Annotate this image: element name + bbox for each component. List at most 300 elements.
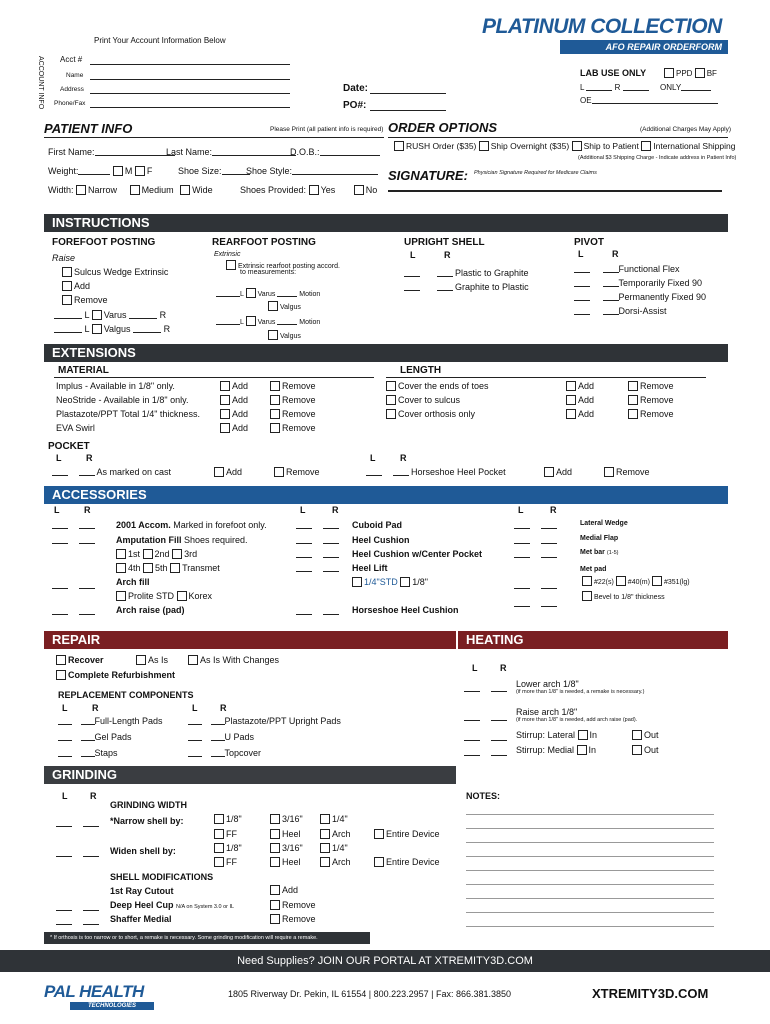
- heel-lift-l-field[interactable]: [296, 564, 312, 572]
- forefoot-valgus-l-field[interactable]: [54, 325, 82, 333]
- horseshoe-pocket-add-checkbox[interactable]: [544, 467, 554, 477]
- shell-mod-remove1-label: Remove: [282, 900, 316, 910]
- widen-ff-checkbox[interactable]: [214, 857, 224, 867]
- temp-fixed-l-field[interactable]: [574, 279, 590, 287]
- graphite-plastic-l-field[interactable]: [404, 283, 420, 291]
- forefoot-valgus-l-label: L: [84, 324, 90, 334]
- met351-checkbox[interactable]: [652, 576, 662, 586]
- first-name-field[interactable]: [95, 148, 175, 156]
- phone-label: Phone/Fax: [54, 100, 86, 107]
- heel-cushion-center-r-field[interactable]: [323, 550, 339, 558]
- stirrup-lateral-out-checkbox[interactable]: [632, 730, 642, 740]
- ray1-checkbox[interactable]: [116, 549, 126, 559]
- widen-quarter-checkbox[interactable]: [320, 843, 330, 853]
- plastazote-upright-l-field[interactable]: [188, 717, 202, 725]
- last-name-field[interactable]: [212, 148, 296, 156]
- medial-flap-l-field[interactable]: [514, 536, 530, 544]
- rearfoot-valgus2-checkbox[interactable]: [268, 330, 278, 340]
- narrow-eighth-label: 1/8": [226, 814, 242, 824]
- narrow-shell-l-field[interactable]: [56, 819, 72, 827]
- pocket-r-label: R: [86, 453, 93, 463]
- widen-eighth-checkbox[interactable]: [214, 843, 224, 853]
- horseshoe-pocket-remove-checkbox[interactable]: [604, 467, 614, 477]
- forefoot-remove-label: Remove: [74, 295, 108, 305]
- widen-entire-label: Entire Device: [386, 857, 440, 867]
- wide-checkbox[interactable]: [180, 185, 190, 195]
- forefoot-remove-checkbox[interactable]: [62, 295, 72, 305]
- narrow-shell-label: *Narrow shell by:: [110, 816, 184, 826]
- horseshoe-pocket-remove-label: Remove: [616, 467, 650, 477]
- shoes-provided-label: Shoes Provided:: [240, 185, 307, 195]
- rearfoot-varus1-l-field[interactable]: [216, 289, 240, 297]
- heel-cushion-center-l-field[interactable]: [296, 550, 312, 558]
- po-label: PO#:: [343, 100, 367, 111]
- footer-site-link[interactable]: XTREMITY3D.COM: [592, 986, 709, 1001]
- forefoot-add-checkbox[interactable]: [62, 281, 72, 291]
- bf-checkbox[interactable]: [695, 68, 705, 78]
- replace-col1-r-label: R: [92, 703, 99, 713]
- ray4-checkbox[interactable]: [116, 563, 126, 573]
- length-add-label: Add: [578, 409, 595, 419]
- material-remove-checkbox[interactable]: [270, 381, 280, 391]
- ppd-label: PPD: [676, 69, 693, 78]
- bf-label: BF: [706, 69, 717, 78]
- widen-heel-checkbox[interactable]: [270, 857, 280, 867]
- rearfoot-motion2-field[interactable]: [277, 317, 297, 325]
- replacement-header: REPLACEMENT COMPONENTS: [58, 690, 194, 700]
- lower-arch-note: (if more than 1/8" is needed, a remake is necessary.): [516, 689, 645, 695]
- straps-r-field[interactable]: [81, 749, 95, 757]
- length-item: Cover orthosis only: [398, 409, 476, 419]
- shaffer-l-field[interactable]: [56, 917, 72, 925]
- name-field[interactable]: [90, 79, 290, 80]
- lower-arch-l-field[interactable]: [464, 684, 480, 692]
- narrow-ff-label: FF: [226, 829, 237, 839]
- shell-mod-remove1-checkbox[interactable]: [270, 900, 280, 910]
- address-field[interactable]: [90, 93, 290, 94]
- met-bar-r-field[interactable]: [541, 550, 557, 558]
- date-field[interactable]: [370, 93, 446, 94]
- dorsi-l-field[interactable]: [574, 307, 590, 315]
- deep-heel-note: N/A on System 3.0 or IL: [176, 904, 235, 910]
- patient-print-note: Please Print (all patient info is required): [270, 126, 384, 133]
- rearfoot-motion1-field[interactable]: [277, 289, 297, 297]
- lab-r-field[interactable]: [623, 83, 649, 91]
- shell-mods-header: SHELL MODIFICATIONS: [110, 872, 214, 882]
- rearfoot-varus2-checkbox[interactable]: [246, 316, 256, 326]
- met40-checkbox[interactable]: [616, 576, 626, 586]
- forefoot-varus-label: Varus: [103, 310, 127, 320]
- deep-heel-label: Deep Heel Cup: [110, 900, 174, 910]
- notes-line[interactable]: [466, 926, 714, 927]
- marked-cast-add-checkbox[interactable]: [214, 467, 224, 477]
- cuboid-label: Cuboid Pad: [352, 520, 402, 530]
- met22-checkbox[interactable]: [582, 576, 592, 586]
- acct-label: Acct #: [60, 55, 83, 64]
- amputation-l-field[interactable]: [52, 536, 68, 544]
- gel-pads-r-field[interactable]: [81, 733, 95, 741]
- length-add-checkbox[interactable]: [566, 381, 576, 391]
- transmet-checkbox[interactable]: [170, 563, 180, 573]
- plastic-graphite-r-field[interactable]: [437, 269, 453, 277]
- stirrup-medial-in-label: In: [588, 745, 597, 755]
- pal-health-logo: PAL HEALTH: [44, 982, 144, 1001]
- phone-field[interactable]: [90, 107, 290, 108]
- forefoot-valgus-r-field[interactable]: [133, 325, 161, 333]
- rearfoot-varus2-l-field[interactable]: [216, 317, 240, 325]
- material-remove-label: Remove: [282, 381, 316, 391]
- stirrup-lateral-r-field[interactable]: [491, 733, 507, 741]
- shoes-no-checkbox[interactable]: [354, 185, 364, 195]
- stirrup-lateral-l-field[interactable]: [464, 733, 480, 741]
- complete-refurb-checkbox[interactable]: [56, 670, 66, 680]
- notes-label: NOTES:: [466, 791, 501, 801]
- material-remove-checkbox[interactable]: [270, 423, 280, 433]
- as-is-changes-label: As Is With Changes: [200, 655, 280, 665]
- bevel-r-field[interactable]: [541, 599, 557, 607]
- stirrup-medial-in-checkbox[interactable]: [577, 745, 587, 755]
- stirrup-medial-r-field[interactable]: [491, 748, 507, 756]
- ray2-checkbox[interactable]: [143, 549, 153, 559]
- last-name-label: Last Name:: [166, 147, 213, 157]
- amputation-label: Amputation Fill: [116, 535, 182, 545]
- graphite-plastic-r-field[interactable]: [437, 283, 453, 291]
- prolite-checkbox[interactable]: [116, 591, 126, 601]
- ray5-checkbox[interactable]: [143, 563, 153, 573]
- met-bar-l-field[interactable]: [514, 550, 530, 558]
- shoes-no-label: No: [365, 185, 378, 195]
- length-checkbox[interactable]: [386, 381, 396, 391]
- length-remove-label: Remove: [640, 409, 674, 419]
- marked-cast-l-field[interactable]: [52, 468, 68, 476]
- acc-col2-l-label: L: [300, 505, 306, 515]
- length-checkbox[interactable]: [386, 409, 396, 419]
- widen-3-16-checkbox[interactable]: [270, 843, 280, 853]
- widen-3-16-label: 3/16": [282, 843, 303, 853]
- material-add-checkbox[interactable]: [220, 409, 230, 419]
- heel-lift-r-field[interactable]: [323, 564, 339, 572]
- male-checkbox[interactable]: [113, 166, 123, 176]
- length-checkbox[interactable]: [386, 395, 396, 405]
- heel-lift-eighth-checkbox[interactable]: [400, 577, 410, 587]
- address-label: Address: [60, 86, 84, 93]
- complete-refurb-label: Complete Refurbishment: [68, 670, 176, 680]
- medial-flap-r-field[interactable]: [541, 536, 557, 544]
- length-remove-checkbox[interactable]: [628, 395, 638, 405]
- rearfoot-varus2-l-label: L: [240, 319, 244, 326]
- as-is-checkbox[interactable]: [136, 655, 146, 665]
- signature-field[interactable]: [388, 190, 722, 192]
- material-add-checkbox[interactable]: [220, 423, 230, 433]
- narrow-ff-checkbox[interactable]: [214, 829, 224, 839]
- cuboid-r-field[interactable]: [323, 521, 339, 529]
- notes-line[interactable]: [466, 898, 714, 899]
- signature-note: Physician Signature Required for Medicare Claims: [474, 170, 597, 176]
- extensions-bar: EXTENSIONS: [44, 344, 728, 362]
- temp-fixed-label: Temporarily Fixed 90: [618, 278, 703, 288]
- wide-label: Wide: [192, 185, 213, 195]
- lower-arch-r-field[interactable]: [491, 684, 507, 692]
- horseshoe-pocket-l-field[interactable]: [366, 468, 382, 476]
- lateral-wedge-l-field[interactable]: [514, 521, 530, 529]
- heel-lift-label: Heel Lift: [352, 563, 388, 573]
- narrow-3-16-checkbox[interactable]: [270, 814, 280, 824]
- topcover-l-field[interactable]: [188, 749, 202, 757]
- perm-fixed-r-field[interactable]: [603, 293, 619, 301]
- topcover-r-field[interactable]: [211, 749, 225, 757]
- brand-subtitle: AFO REPAIR ORDERFORM: [560, 40, 728, 54]
- heel-cushion-r-field[interactable]: [323, 536, 339, 544]
- horseshoe-pocket-add-label: Add: [556, 467, 573, 477]
- straps-l-field[interactable]: [58, 749, 72, 757]
- medium-checkbox[interactable]: [130, 185, 140, 195]
- marked-cast-add-label: Add: [226, 467, 243, 477]
- material-item: Implus - Available in 1/8" only.: [56, 381, 175, 391]
- narrow-quarter-label: 1/4": [332, 814, 348, 824]
- female-checkbox[interactable]: [135, 166, 145, 176]
- rearfoot-varus1-checkbox[interactable]: [246, 288, 256, 298]
- stirrup-lateral-in-checkbox[interactable]: [578, 730, 588, 740]
- notes-line[interactable]: [466, 856, 714, 857]
- acc-col1-l-label: L: [54, 505, 60, 515]
- plastazote-upright-label: Plastazote/PPT Upright Pads: [224, 716, 341, 726]
- shoe-size-label: Shoe Size:: [178, 166, 222, 176]
- horseshoe-cushion-l-field[interactable]: [296, 607, 312, 615]
- material-add-label: Add: [232, 423, 249, 433]
- narrow-entire-label: Entire Device: [386, 829, 440, 839]
- shoe-style-field[interactable]: [292, 167, 378, 175]
- shell-mod-add-checkbox[interactable]: [270, 885, 280, 895]
- narrow-entire-checkbox[interactable]: [374, 829, 384, 839]
- arch-fill-l-field[interactable]: [52, 581, 68, 589]
- rush-label: RUSH Order ($35): [406, 141, 477, 151]
- narrow-eighth-checkbox[interactable]: [214, 814, 224, 824]
- notes-line[interactable]: [466, 828, 714, 829]
- notes-line[interactable]: [466, 870, 714, 871]
- ppd-checkbox[interactable]: [664, 68, 674, 78]
- narrow-quarter-checkbox[interactable]: [320, 814, 330, 824]
- material-remove-checkbox[interactable]: [270, 395, 280, 405]
- as-is-changes-checkbox[interactable]: [188, 655, 198, 665]
- topcover-label: Topcover: [224, 748, 262, 758]
- u-pads-l-field[interactable]: [188, 733, 202, 741]
- notes-line[interactable]: [466, 912, 714, 913]
- material-add-checkbox[interactable]: [220, 381, 230, 391]
- material-add-checkbox[interactable]: [220, 395, 230, 405]
- functional-flex-l-field[interactable]: [574, 265, 590, 273]
- po-field[interactable]: [370, 110, 446, 111]
- prolite-label: Prolite STD: [128, 591, 175, 601]
- weight-field[interactable]: [78, 167, 110, 175]
- gel-pads-l-field[interactable]: [58, 733, 72, 741]
- length-header: LENGTH: [400, 365, 442, 376]
- ray4-label: 4th: [128, 563, 141, 573]
- international-label: International Shipping: [653, 141, 736, 151]
- plastic-graphite-l-field[interactable]: [404, 269, 420, 277]
- length-item: Cover to sulcus: [398, 395, 461, 405]
- medial-flap-label: Medial Flap: [580, 535, 619, 542]
- narrow-arch-checkbox[interactable]: [320, 829, 330, 839]
- widen-shell-r-field[interactable]: [83, 849, 99, 857]
- order-options-rule: [388, 137, 728, 138]
- horseshoe-pocket-r-label: R: [400, 453, 407, 463]
- notes-line[interactable]: [466, 842, 714, 843]
- notes-line[interactable]: [466, 884, 714, 885]
- bevel-l-field[interactable]: [514, 599, 530, 607]
- shoes-yes-checkbox[interactable]: [309, 185, 319, 195]
- forefoot-varus-r-field[interactable]: [129, 311, 157, 319]
- rearfoot-valgus1-label: Valgus: [280, 304, 301, 311]
- stirrup-medial-out-checkbox[interactable]: [632, 745, 642, 755]
- shoe-style-label: Shoe Style:: [246, 166, 293, 176]
- full-length-r-field[interactable]: [81, 717, 95, 725]
- shipping-note: (Additional $3 Shipping Charge - Indicate address in Patient Info): [578, 155, 737, 161]
- forefoot-varus-checkbox[interactable]: [92, 310, 102, 320]
- deep-heel-l-field[interactable]: [56, 903, 72, 911]
- u-pads-r-field[interactable]: [211, 733, 225, 741]
- marked-cast-label: As marked on cast: [96, 467, 172, 477]
- korex-checkbox[interactable]: [177, 591, 187, 601]
- length-remove-checkbox[interactable]: [628, 381, 638, 391]
- forefoot-add-label: Add: [74, 281, 91, 291]
- name-label: Name: [66, 72, 84, 79]
- rush-checkbox[interactable]: [394, 141, 404, 151]
- patient-info-title: PATIENT INFO: [44, 121, 133, 136]
- widen-ff-label: FF: [226, 857, 237, 867]
- gel-pads-label: Gel Pads: [94, 732, 132, 742]
- overnight-checkbox[interactable]: [479, 141, 489, 151]
- length-rule: [386, 377, 706, 378]
- stirrup-medial-l-field[interactable]: [464, 748, 480, 756]
- accessories-bar: ACCESSORIES: [44, 486, 728, 504]
- met351-label: #351(lg): [663, 579, 690, 586]
- raise-arch-l-field[interactable]: [464, 713, 480, 721]
- functional-flex-r-field[interactable]: [603, 265, 619, 273]
- ray3-checkbox[interactable]: [172, 549, 182, 559]
- bevel-label: Bevel to 1/8" thickness: [594, 594, 665, 601]
- only-field[interactable]: [681, 83, 711, 91]
- sulcus-checkbox[interactable]: [62, 267, 72, 277]
- horseshoe-cushion-r-field[interactable]: [323, 607, 339, 615]
- lab-r-label: R: [614, 83, 621, 92]
- narrow-shell-r-field[interactable]: [83, 819, 99, 827]
- amputation-r-field[interactable]: [79, 536, 95, 544]
- horseshoe-cushion-label: Horseshoe Heel Cushion: [352, 605, 459, 615]
- horseshoe-pocket-l-label: L: [370, 453, 376, 463]
- oe-field[interactable]: [592, 96, 718, 104]
- shaffer-r-field[interactable]: [83, 917, 99, 925]
- length-remove-checkbox[interactable]: [628, 409, 638, 419]
- marked-cast-r-field[interactable]: [79, 468, 95, 476]
- temp-fixed-r-field[interactable]: [603, 279, 619, 287]
- patient-info-rule: [44, 137, 384, 138]
- rearfoot-motion1-label: Motion: [299, 291, 321, 298]
- heel-lift-quarter-checkbox[interactable]: [352, 577, 362, 587]
- lower-arch-label: Lower arch 1/8": [516, 679, 579, 689]
- rearfoot-valgus1-checkbox[interactable]: [268, 301, 278, 311]
- recover-checkbox[interactable]: [56, 655, 66, 665]
- cuboid-l-field[interactable]: [296, 521, 312, 529]
- full-length-l-field[interactable]: [58, 717, 72, 725]
- raise-label: Raise: [52, 253, 76, 263]
- plastazote-upright-r-field[interactable]: [211, 717, 225, 725]
- grinding-bar: GRINDING: [44, 766, 456, 784]
- length-add-checkbox[interactable]: [566, 395, 576, 405]
- acc-col3-r-label: R: [550, 505, 557, 515]
- material-remove-label: Remove: [282, 423, 316, 433]
- order-options-title: ORDER OPTIONS: [388, 120, 498, 135]
- horseshoe-pocket-r-field[interactable]: [393, 468, 409, 476]
- met-pad-l-field[interactable]: [514, 581, 530, 589]
- deep-heel-r-field[interactable]: [83, 903, 99, 911]
- acct-field[interactable]: [90, 64, 290, 65]
- heel-cushion-label: Heel Cushion: [352, 535, 410, 545]
- narrow-checkbox[interactable]: [76, 185, 86, 195]
- shoes-yes-label: Yes: [320, 185, 336, 195]
- widen-entire-checkbox[interactable]: [374, 857, 384, 867]
- raise-arch-r-field[interactable]: [491, 713, 507, 721]
- heel-cushion-l-field[interactable]: [296, 536, 312, 544]
- notes-line[interactable]: [466, 814, 714, 815]
- forefoot-header: FOREFOOT POSTING: [52, 237, 156, 248]
- grinding-l-label: L: [62, 791, 68, 801]
- forefoot-varus-l-field[interactable]: [54, 311, 82, 319]
- met22-label: #22(s): [594, 579, 614, 586]
- extrinsic-checkbox[interactable]: [226, 260, 236, 270]
- material-remove-label: Remove: [282, 395, 316, 405]
- replace-col1-l-label: L: [62, 703, 68, 713]
- lateral-wedge-r-field[interactable]: [541, 521, 557, 529]
- material-remove-checkbox[interactable]: [270, 409, 280, 419]
- material-add-label: Add: [232, 395, 249, 405]
- arch-raise-r-field[interactable]: [79, 607, 95, 615]
- bevel-checkbox[interactable]: [582, 591, 592, 601]
- international-checkbox[interactable]: [641, 141, 651, 151]
- dob-field[interactable]: [320, 148, 380, 156]
- ship-patient-checkbox[interactable]: [572, 141, 582, 151]
- forefoot-valgus-checkbox[interactable]: [92, 324, 102, 334]
- lab-l-field[interactable]: [586, 83, 612, 91]
- dorsi-label: Dorsi-Assist: [618, 306, 667, 316]
- narrow-heel-checkbox[interactable]: [270, 829, 280, 839]
- upright-r-label: R: [444, 250, 451, 260]
- widen-arch-checkbox[interactable]: [320, 857, 330, 867]
- perm-fixed-l-field[interactable]: [574, 293, 590, 301]
- met-bar-label: Met bar: [580, 549, 605, 556]
- widen-shell-label: Widen shell by:: [110, 846, 176, 856]
- supplies-text: Need Supplies? JOIN OUR PORTAL AT XTREMITY3D.COM: [237, 955, 533, 967]
- narrow-label: Narrow: [88, 185, 118, 195]
- marked-cast-remove-checkbox[interactable]: [274, 467, 284, 477]
- shell-mod-remove2-checkbox[interactable]: [270, 914, 280, 924]
- acc-col2-r-label: R: [332, 505, 339, 515]
- length-add-checkbox[interactable]: [566, 409, 576, 419]
- met-bar-note: (1-5): [606, 550, 619, 556]
- widen-shell-l-field[interactable]: [56, 849, 72, 857]
- accom-r-field[interactable]: [79, 521, 95, 529]
- pal-health-logo-sub: TECHNOLOGIES: [70, 1002, 154, 1010]
- dob-label: D.O.B.:: [290, 147, 320, 157]
- met-pad-r-field[interactable]: [541, 581, 557, 589]
- length-remove-label: Remove: [640, 395, 674, 405]
- arch-raise-l-field[interactable]: [52, 607, 68, 615]
- length-item: Cover the ends of toes: [398, 381, 489, 391]
- accom-l-field[interactable]: [52, 521, 68, 529]
- lab-l-label: L: [580, 83, 585, 92]
- arch-fill-r-field[interactable]: [79, 581, 95, 589]
- forefoot-varus-l-label: L: [84, 310, 90, 320]
- dorsi-r-field[interactable]: [603, 307, 619, 315]
